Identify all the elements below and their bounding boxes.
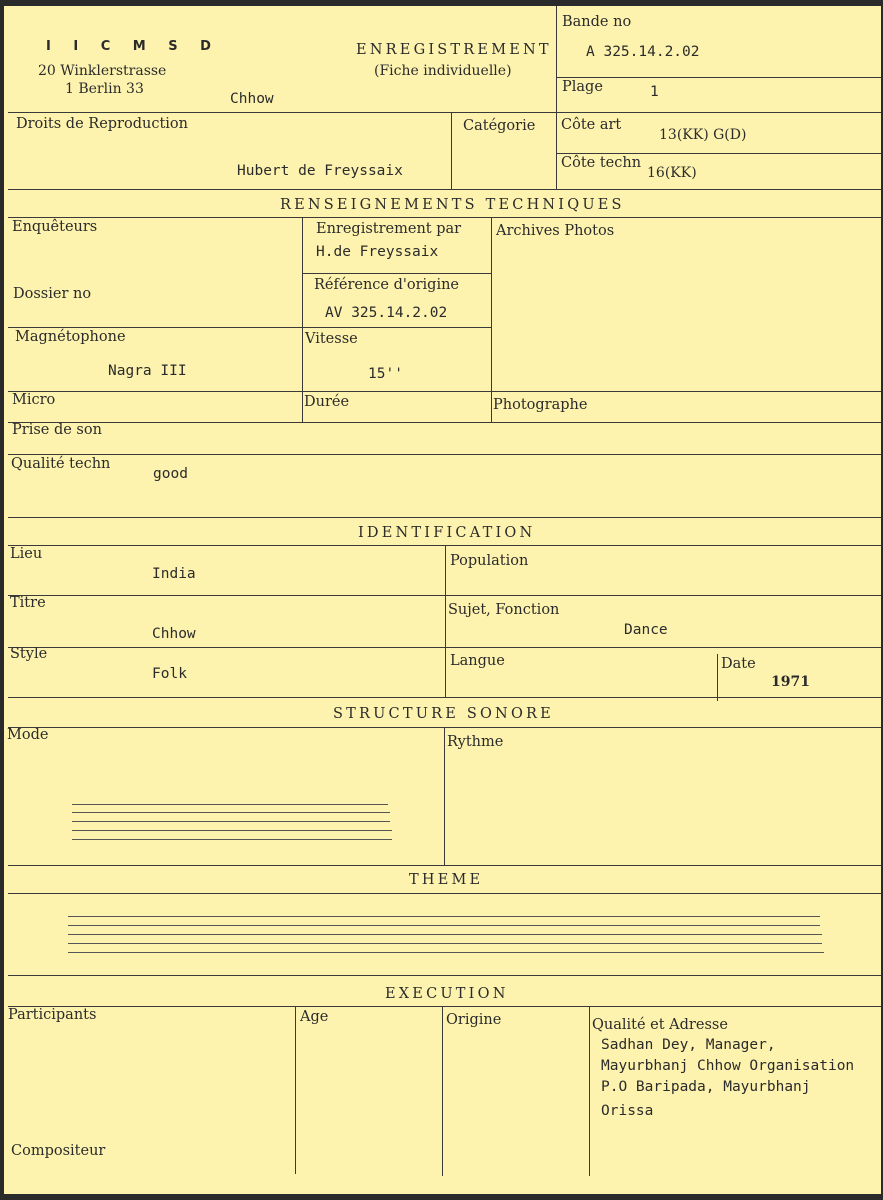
cote-art-label: Côte art xyxy=(561,117,622,133)
exec-col-divider-2 xyxy=(442,1006,443,1176)
titre-label: Titre xyxy=(10,595,46,611)
age-label: Age xyxy=(300,1009,329,1025)
exec-col-divider-1 xyxy=(295,1006,296,1174)
droits-value: Hubert de Freyssaix xyxy=(237,163,403,179)
form-subtitle: (Fiche individuelle) xyxy=(374,63,512,79)
execution-bottom-line xyxy=(8,1006,881,1007)
archives-photos-label: Archives Photos xyxy=(496,223,615,239)
prise-de-son-label: Prise de son xyxy=(12,422,102,438)
renseignements-bottom-line xyxy=(8,217,881,218)
theme-top-line xyxy=(8,865,881,866)
categorie-divider xyxy=(451,113,452,189)
enregistrement-par-value: H.de Freyssaix xyxy=(316,244,439,260)
langue-label: Langue xyxy=(450,653,505,669)
population-label: Population xyxy=(450,553,529,569)
org-city: 1 Berlin 33 xyxy=(65,81,144,97)
mode-label: Mode xyxy=(7,727,49,743)
rythme-label: Rythme xyxy=(447,734,504,750)
execution-top-line xyxy=(8,975,881,976)
origine-label: Origine xyxy=(446,1012,502,1028)
date-divider xyxy=(717,654,718,701)
reference-top-line xyxy=(302,273,491,274)
date-value: 1971 xyxy=(771,674,810,690)
enqueteurs-label: Enquêteurs xyxy=(12,219,98,235)
vitesse-label: Vitesse xyxy=(305,331,358,347)
theme-bottom-line xyxy=(8,893,881,894)
lieu-value: India xyxy=(152,566,196,582)
qualite-top-line xyxy=(8,454,881,455)
qualite-adresse-label: Qualité et Adresse xyxy=(592,1017,728,1033)
titre-value: Chhow xyxy=(152,626,196,642)
header-right-divider xyxy=(556,6,557,189)
date-label: Date xyxy=(721,656,756,672)
magnetophone-label: Magnétophone xyxy=(15,329,126,345)
magnetophone-top-line xyxy=(8,327,491,328)
prise-top-line xyxy=(8,422,881,423)
categorie-label: Catégorie xyxy=(463,118,536,134)
cote-techn-label: Côte techn xyxy=(561,155,642,171)
address-line-1: Sadhan Dey, Manager, xyxy=(601,1037,776,1053)
form-title: ENREGISTREMENT xyxy=(356,42,552,58)
bande-divider xyxy=(556,77,881,78)
cote-techn-value: 16(KK) xyxy=(647,165,697,181)
lieu-label: Lieu xyxy=(10,546,43,562)
qualite-techn-value: good xyxy=(153,466,188,482)
execution-title: EXECUTION xyxy=(385,986,509,1002)
identification-title: IDENTIFICATION xyxy=(358,525,536,541)
compositeur-label: Compositeur xyxy=(11,1143,106,1159)
sujet-label: Sujet, Fonction xyxy=(448,602,560,618)
participants-label: Participants xyxy=(8,1007,97,1023)
photographe-label: Photographe xyxy=(493,397,588,413)
titre-top-line xyxy=(8,595,881,596)
micro-top-line xyxy=(8,391,881,392)
cote-divider xyxy=(556,153,881,154)
reference-label: Référence d'origine xyxy=(314,277,460,293)
renseignements-title: RENSEIGNEMENTS TECHNIQUES xyxy=(280,197,625,213)
exec-col-divider-3 xyxy=(589,1006,590,1176)
magnetophone-value: Nagra III xyxy=(108,363,187,379)
org-street: 20 Winklerstrasse xyxy=(38,63,167,79)
cote-art-value: 13(KK) G(D) xyxy=(659,127,747,143)
bande-label: Bande no xyxy=(562,14,632,30)
style-label: Style xyxy=(10,646,48,662)
vitesse-value: 15'' xyxy=(368,366,403,382)
style-value: Folk xyxy=(152,666,187,682)
address-line-2: Mayurbhanj Chhow Organisation xyxy=(601,1058,855,1074)
org-name: I I C M S D xyxy=(46,39,220,54)
header-divider xyxy=(8,112,881,113)
plage-label: Plage xyxy=(562,79,603,95)
plage-value: 1 xyxy=(650,84,659,100)
duree-label: Durée xyxy=(304,394,350,410)
address-line-4: Orissa xyxy=(601,1103,654,1119)
micro-label: Micro xyxy=(12,392,56,408)
sujet-value: Dance xyxy=(624,622,668,638)
dossier-label: Dossier no xyxy=(13,286,92,302)
theme-title: THEME xyxy=(409,872,484,888)
structure-top-line xyxy=(8,697,881,698)
renseignements-top-line xyxy=(8,189,881,190)
address-line-3: P.O Baripada, Mayurbhanj xyxy=(601,1079,811,1095)
ident-col-divider xyxy=(445,545,446,697)
qualite-techn-label: Qualité techn xyxy=(11,456,111,472)
droits-label: Droits de Reproduction xyxy=(16,116,188,132)
structure-title: STRUCTURE SONORE xyxy=(333,706,554,722)
identification-top-line xyxy=(8,517,881,518)
bande-value: A 325.14.2.02 xyxy=(586,44,700,60)
handwritten-title: Chhow xyxy=(230,91,274,107)
style-top-line xyxy=(8,647,881,648)
structure-col-divider xyxy=(444,727,445,865)
reference-value: AV 325.14.2.02 xyxy=(325,305,448,321)
archive-record-card xyxy=(4,6,881,1194)
enregistrement-par-label: Enregistrement par xyxy=(316,221,462,237)
